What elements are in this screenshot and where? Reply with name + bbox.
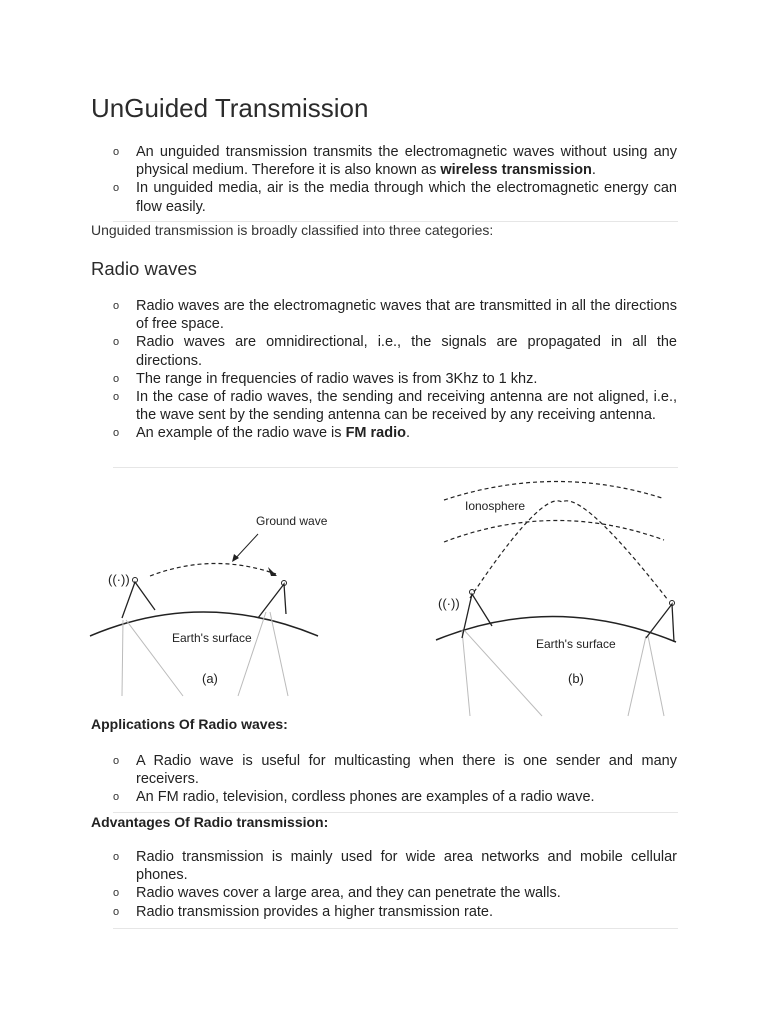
ray-line (238, 612, 266, 696)
figure-caption: (a) (202, 671, 218, 686)
bullet-marker: o (113, 905, 120, 918)
ray-line (628, 636, 646, 716)
list-item: o The range in frequencies of radio waves is from 3Khz to 1 khz. (113, 370, 538, 387)
divider (113, 928, 678, 929)
list-item: o In unguided media, air is the media through which the electromagnetic energy can flow easily. (113, 180, 677, 215)
ionosphere-curve (444, 481, 662, 500)
ray-line (122, 620, 123, 696)
applications-heading: Applications Of Radio waves: (91, 716, 288, 732)
list-item: o Radio waves cover a large area, and they can penetrate the walls. (113, 885, 561, 902)
list-item: o Radio waves are the electromagnetic waves that are transmitted in all the directions of free space. (113, 298, 677, 333)
bullet-marker: o (113, 887, 120, 900)
list-item: o In the case of radio waves, the sending and receiving antenna are not aligned, i.e., the wave sent by the sending antenna can be received by any receiving antenna. (113, 389, 677, 424)
sky-wave-path (470, 501, 668, 600)
earth-surface-label: Earth's surface (172, 631, 252, 645)
list-item: o Radio waves are omnidirectional, i.e., the signals are propagated in all the directions. (113, 334, 677, 369)
sending-antenna (462, 594, 492, 638)
list-item: o An unguided transmission transmits the electromagnetic waves without using any physical medium. Therefore it is also known as wireless transmission. (113, 144, 677, 179)
sending-antenna (122, 582, 155, 618)
bullet-marker: o (113, 146, 120, 158)
ground-wave-path (150, 563, 276, 576)
bullet-marker: o (113, 391, 120, 404)
list-item: o An example of the radio wave is FM radio. (113, 425, 411, 442)
bullet-marker: o (113, 427, 120, 440)
bullet-marker: o (113, 791, 120, 804)
bullet-marker: o (113, 755, 120, 767)
divider (113, 812, 678, 813)
ray-line (464, 630, 542, 716)
ray-line (648, 636, 664, 716)
intro-list (0, 143, 768, 216)
ionosphere-label: Ionosphere (465, 499, 526, 513)
bullet-marker: o (113, 851, 120, 863)
classification-text: Unguided transmission is broadly classified into three categories: (91, 222, 494, 238)
applications-list (0, 752, 768, 807)
radio-waves-list (0, 297, 768, 443)
ray-line (462, 630, 470, 716)
bullet-marker: o (113, 336, 120, 349)
bullet-marker: o (113, 372, 120, 385)
ground-wave-diagram (88, 470, 328, 702)
advantages-list (0, 848, 768, 921)
signal-icon: ((·)) (438, 596, 460, 611)
signal-icon: ((·)) (108, 572, 130, 587)
ionosphere-curve (444, 520, 664, 542)
bullet-marker: o (113, 182, 120, 195)
sky-wave-diagram (432, 470, 680, 720)
divider (113, 467, 678, 468)
pointer-line (234, 534, 258, 560)
figure-caption: (b) (568, 671, 584, 686)
list-item: o Radio transmission provides a higher transmission rate. (113, 903, 494, 920)
list-item: o An FM radio, television, cordless phones are examples of a radio wave. (113, 789, 595, 806)
advantages-heading: Advantages Of Radio transmission: (91, 814, 329, 830)
page-title: UnGuided Transmission (91, 93, 369, 123)
ground-wave-label: Ground wave (256, 514, 328, 528)
list-item: o A Radio wave is useful for multicasting when there is one sender and many receivers. (113, 753, 677, 788)
earth-surface-label: Earth's surface (536, 637, 616, 651)
list-item: o Radio transmission is mainly used for wide area networks and mobile cellular phones. (113, 849, 677, 884)
bullet-marker: o (113, 300, 120, 312)
receiving-antenna (258, 584, 286, 618)
radio-waves-heading: Radio waves (91, 258, 197, 279)
